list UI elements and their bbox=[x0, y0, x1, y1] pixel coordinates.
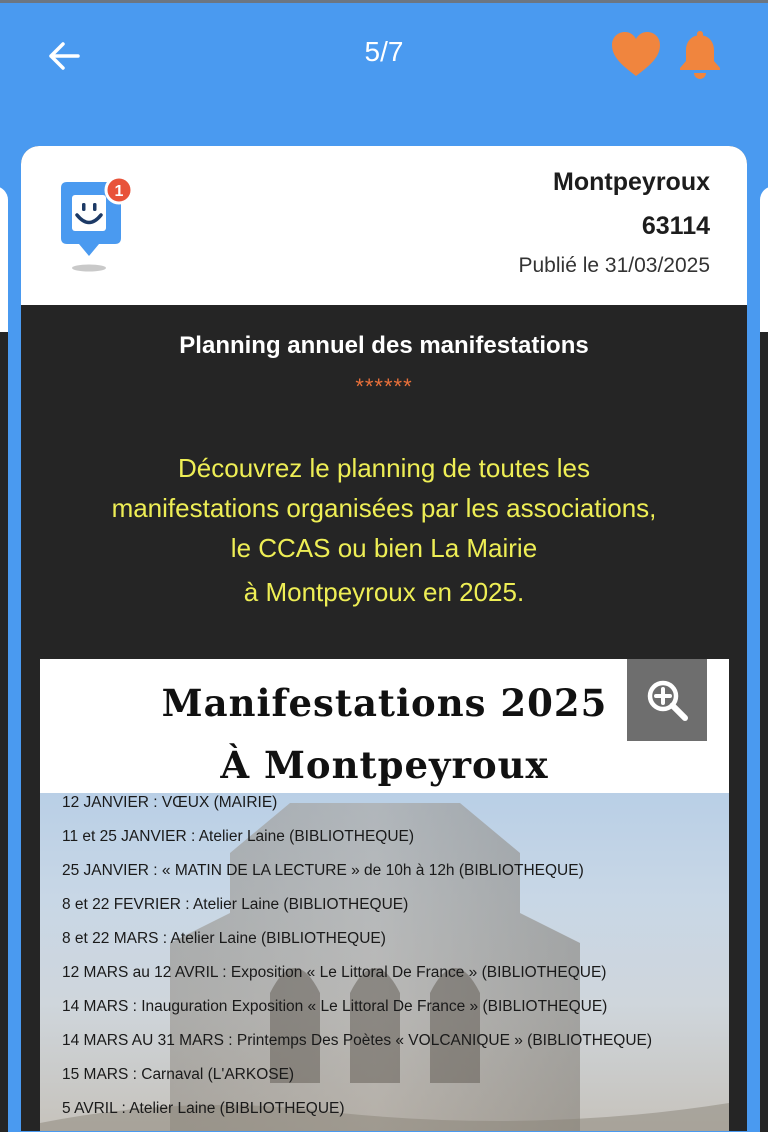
zoom-button[interactable] bbox=[627, 659, 707, 741]
event-item: 5 AVRIL : Atelier Laine (BIBLIOTHEQUE) bbox=[62, 1100, 345, 1117]
event-item: 12 JANVIER : VŒUX (MAIRIE) bbox=[62, 794, 278, 811]
event-item: 8 et 22 MARS : Atelier Laine (BIBLIOTHEQUE) bbox=[62, 930, 386, 947]
card-title: Planning annuel des manifestations bbox=[179, 332, 589, 359]
title-separator: ****** bbox=[355, 374, 413, 399]
postcode: 63114 bbox=[641, 212, 710, 240]
smiley-logo-icon bbox=[55, 178, 135, 274]
event-item: 14 MARS : Inauguration Exposition « Le Littoral De France » (BIBLIOTHEQUE) bbox=[62, 998, 608, 1015]
event-item: 25 JANVIER : « MATIN DE LA LECTURE » de 10h à 12h (BIBLIOTHEQUE) bbox=[62, 862, 584, 879]
heart-icon bbox=[610, 30, 662, 80]
intro-line: à Montpeyroux en 2025. bbox=[243, 577, 525, 607]
previous-card-edge[interactable] bbox=[0, 186, 8, 1131]
intro-line: Découvrez le planning de toutes les bbox=[178, 453, 590, 483]
city-name: Montpeyroux bbox=[553, 168, 710, 196]
intro-text bbox=[35, 448, 733, 616]
event-item: 11 et 25 JANVIER : Atelier Laine (BIBLIOTHEQUE) bbox=[62, 828, 415, 845]
favorite-button[interactable] bbox=[610, 30, 662, 80]
page-counter: 5/7 bbox=[364, 36, 404, 67]
event-item: 12 MARS au 12 AVRIL : Exposition « Le Littoral De France » (BIBLIOTHEQUE) bbox=[62, 964, 607, 981]
poster-image[interactable] bbox=[40, 659, 729, 1131]
logo-badge-count: 1 bbox=[114, 183, 124, 200]
event-item: 14 MARS AU 31 MARS : Printemps Des Poètes « VOLCANIQUE » (BIBLIOTHEQUE) bbox=[62, 1032, 653, 1049]
zoom-in-icon bbox=[645, 678, 689, 722]
poster-subtitle: À Montpeyroux bbox=[220, 743, 549, 787]
intro-line: manifestations organisées par les associations, bbox=[111, 493, 657, 523]
bell-icon bbox=[676, 28, 724, 80]
poster-title: Manifestations 2025 bbox=[161, 681, 608, 725]
notifications-button[interactable] bbox=[676, 28, 724, 80]
events-list bbox=[62, 793, 722, 1131]
next-card-edge[interactable] bbox=[760, 186, 768, 1131]
published-date: Publié le 31/03/2025 bbox=[518, 254, 710, 277]
event-item: 8 et 22 FEVRIER : Atelier Laine (BIBLIOTHEQUE) bbox=[62, 896, 409, 913]
card-header bbox=[21, 146, 747, 305]
intro-line: le CCAS ou bien La Mairie bbox=[230, 533, 538, 563]
news-card bbox=[21, 146, 747, 1131]
event-item: 15 MARS : Carnaval (L'ARKOSE) bbox=[62, 1066, 295, 1083]
